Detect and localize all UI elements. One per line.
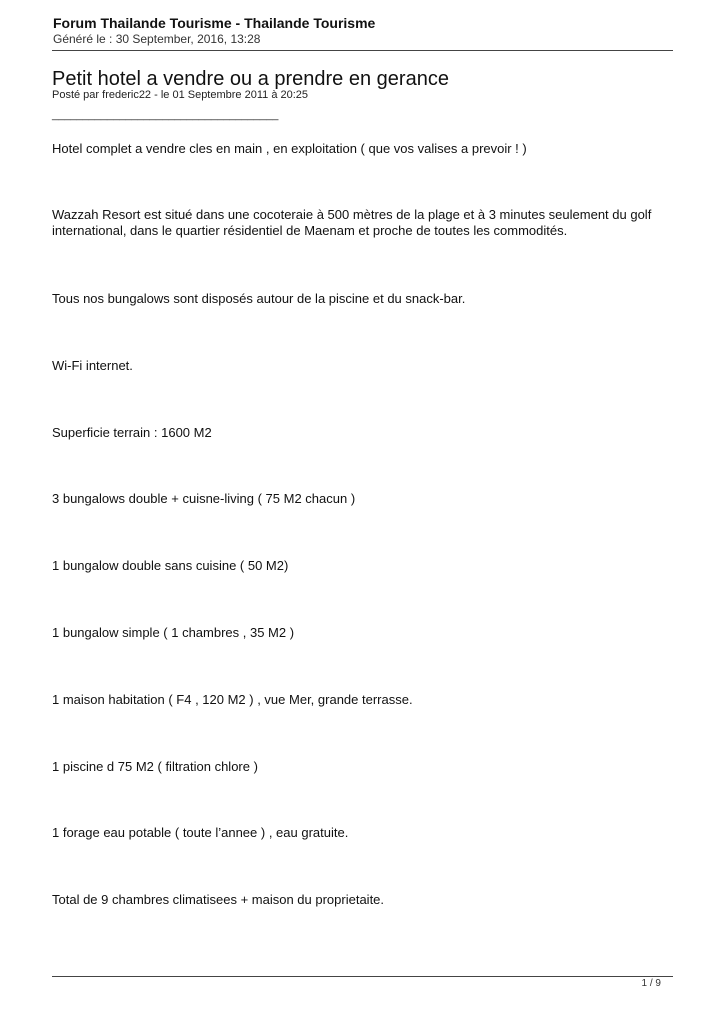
paragraph: 3 bungalows double + cuisne-living ( 75 M2 chacun ) <box>52 491 356 506</box>
paragraph: Tous nos bungalows sont disposés autour de la piscine et du snack-bar. <box>52 291 466 306</box>
paragraph: Wi-Fi internet. <box>52 358 133 373</box>
paragraph: 1 bungalow double sans cuisine ( 50 M2) <box>52 558 289 573</box>
paragraph: Superficie terrain : 1600 M2 <box>52 425 212 440</box>
paragraph: 1 maison habitation ( F4 , 120 M2 ) , vue Mer, grande terrasse. <box>52 692 413 707</box>
paragraph: 1 piscine d 75 M2 ( filtration chlore ) <box>52 759 258 774</box>
page-number: 1 / 9 <box>641 978 661 989</box>
paragraph: Wazzah Resort est situé dans une cocoteraie à 500 mètres de la plage et à 3 minutes seulement du golf international, dans le quartier résidentiel de Maenam et proche de toutes les commodités. <box>52 207 652 238</box>
paragraph: Hotel complet a vendre cles en main , en exploitation ( que vos valises a prevoir ! ) <box>52 141 527 156</box>
footer-divider <box>52 976 673 977</box>
post-meta: Posté par frederic22 - le 01 Septembre 2011 à 20:25 <box>52 89 309 101</box>
post-separator: _____________________________________ <box>52 109 279 121</box>
document-header <box>53 14 673 47</box>
header-divider <box>52 50 673 51</box>
post-title: Petit hotel a vendre ou a prendre en gerance <box>52 68 449 90</box>
paragraph: 1 forage eau potable ( toute l’annee ) , eau gratuite. <box>52 825 349 840</box>
paragraph: Total de 9 chambres climatisees + maison du proprietaite. <box>52 892 385 907</box>
paragraph: 1 bungalow simple ( 1 chambres , 35 M2 ) <box>52 625 295 640</box>
generated-date: Généré le : 30 September, 2016, 13:28 <box>53 32 261 46</box>
forum-title: Forum Thailande Tourisme - Thailande Tourisme <box>53 15 376 31</box>
